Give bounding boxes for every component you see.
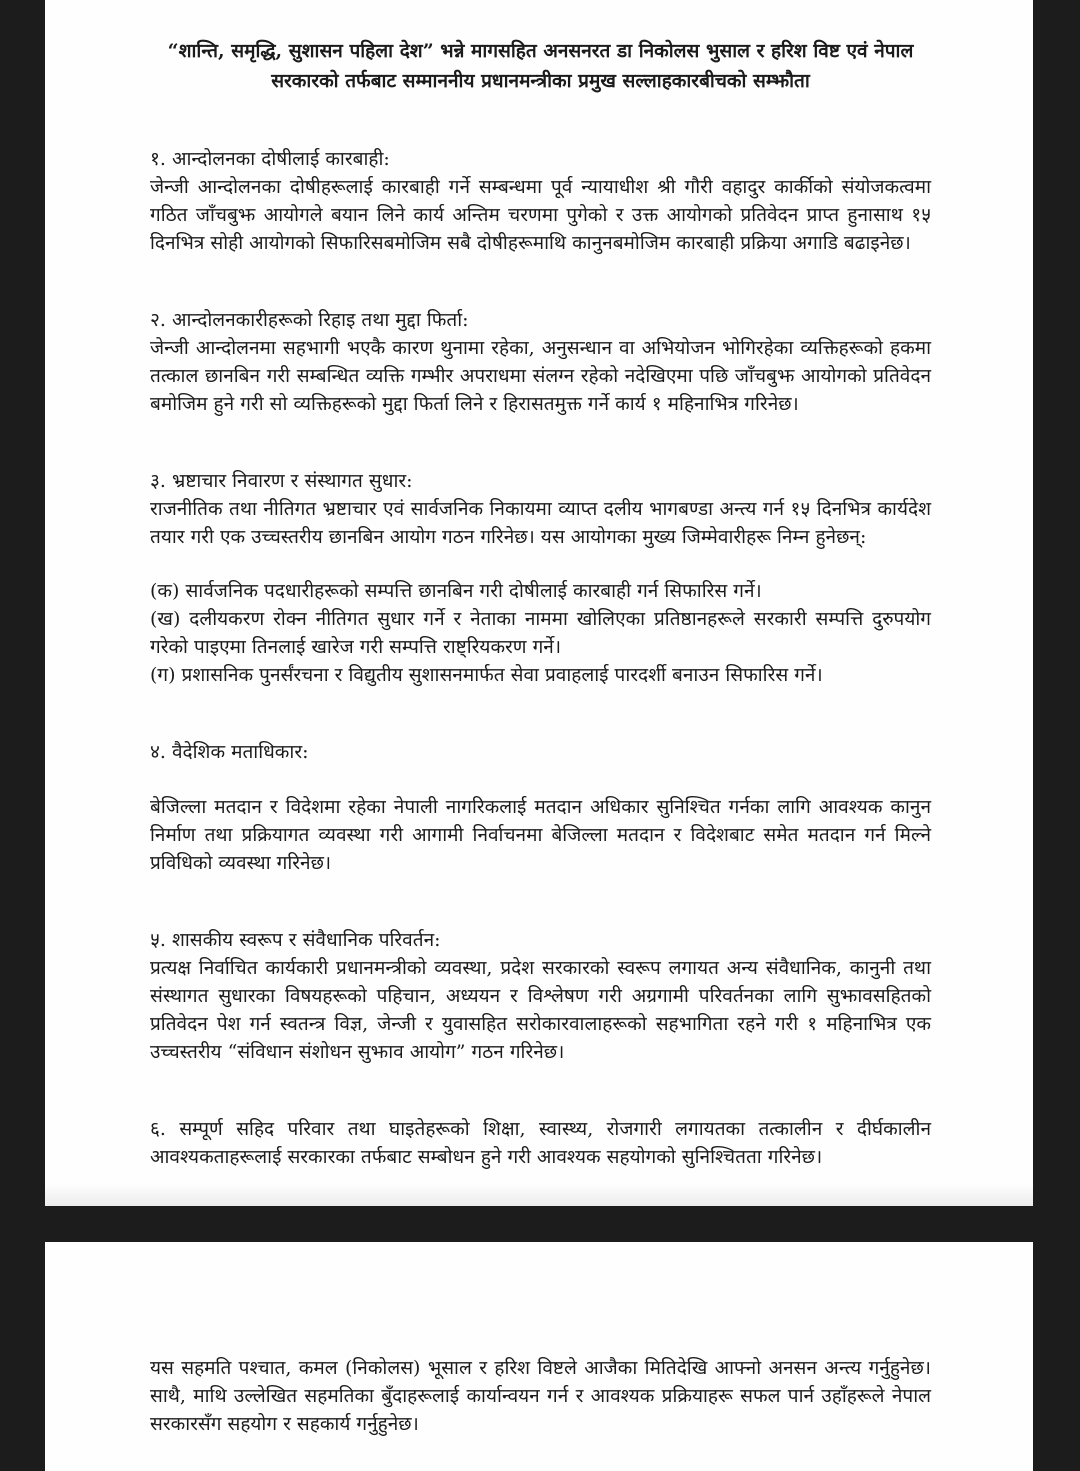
section-5-heading: ५. शासकीय स्वरूप र संवैधानिक परिवर्तन: <box>150 929 441 951</box>
section-3-heading: ३. भ्रष्टाचार निवारण र संस्थागत सुधार: <box>150 470 413 492</box>
section-6 <box>150 1115 931 1171</box>
section-2-body: जेन्जी आन्दोलनमा सहभागी भएकै कारण थुनामा रहेका, अनुसन्धान वा अभियोजन भोगिरहेका व्यक्तिहरूको हकमा तत्काल छानबिन गरी सम्बन्धित व्यक्ति गम्भीर अपराधमा संलग्न रहेको नदेखिएमा पछि जाँचबुझ आयोगको प्रतिवेदन बमोजिम हुने गरी सो व्यक्तिहरूको मुद्दा फिर्ता लिने र हिरासतमुक्त गर्ने कार्य १ महिनाभित्र गरिनेछ। <box>150 337 931 415</box>
section-5-body: प्रत्यक्ष निर्वाचित कार्यकारी प्रधानमन्त्रीको व्यवस्था, प्रदेश सरकारको स्वरूप लगायत अन्य संवैधानिक, कानुनी तथा संस्थागत सुधारका विषयहरूको पहिचान, अध्ययन र विश्लेषण गरी अग्रगामी परिवर्तनका लागि सुझावसहितको प्रतिवेदन पेश गर्न स्वतन्त्र विज्ञ, जेन्जी र युवासहित सरोकारवालाहरूको सहभागिता रहने गरी १ महिनाभित्र एक उच्चस्तरीय “संविधान संशोधन सुझाव आयोग” गठन गरिनेछ। <box>150 957 931 1063</box>
document-title-line-2: सरकारको तर्फबाट सम्माननीय प्रधानमन्त्रीका प्रमुख सल्लाहकारबीचको सम्झौता <box>271 70 810 92</box>
section-1 <box>150 145 931 257</box>
section-3-item-kha: (ख) दलीयकरण रोक्न नीतिगत सुधार गर्ने र नेताका नाममा खोलिएका प्रतिष्ठानहरूले सरकारी सम्पत्ति दुरुपयोग गरेको पाइएमा तिनलाई खारेज गरी सम्पत्ति राष्ट्रियकरण गर्ने। <box>150 608 931 658</box>
section-3-sublist <box>150 577 931 689</box>
document-page-2 <box>45 1242 1033 1471</box>
closing-paragraph: यस सहमति पश्चात, कमल (निकोलस) भूसाल र हरिश विष्टले आजैका मितिदेखि आफ्नो अनसन अन्त्य गर्नुहुनेछ। साथै, माथि उल्लेखित सहमतिका बुँदाहरूलाई कार्यान्वयन गर्न र आवश्यक प्रक्रियाहरू सफल पार्न उहाँहरूले नेपाल सरकारसँग सहयोग र सहकार्य गर्नुहुनेछ। <box>150 1357 931 1435</box>
section-4-body: बेजिल्ला मतदान र विदेशमा रहेका नेपाली नागरिकलाई मतदान अधिकार सुनिश्चित गर्नका लागि आवश्यक कानुन निर्माण तथा प्रक्रियागत व्यवस्था गरी आगामी निर्वाचनमा बेजिल्ला मतदान र विदेशबाट समेत मतदान गर्न मिल्ने प्रविधिको व्यवस्था गरिनेछ। <box>150 796 931 874</box>
section-4 <box>150 738 931 877</box>
section-3-body: राजनीतिक तथा नीतिगत भ्रष्टाचार एवं सार्वजनिक निकायमा व्याप्त दलीय भागबण्डा अन्त्य गर्न १५ दिनभित्र कार्यदेश तयार गरी एक उच्चस्तरीय छानबिन आयोग गठन गरिनेछ। यस आयोगका मुख्य जिम्मेवारीहरू निम्न हुनेछन्: <box>150 498 931 548</box>
section-2 <box>150 306 931 418</box>
section-6-body: ६. सम्पूर्ण सहिद परिवार तथा घाइतेहरूको शिक्षा, स्वास्थ्य, रोजगारी लगायतका तत्कालीन र दीर्घकालीन आवश्यकताहरूलाई सरकारका तर्फबाट सम्बोधन हुने गरी आवश्यक सहयोगको सुनिश्चितता गरिनेछ। <box>150 1118 931 1168</box>
section-1-body: जेन्जी आन्दोलनका दोषीहरूलाई कारबाही गर्ने सम्बन्धमा पूर्व न्यायाधीश श्री गौरी वहादुर कार्कीको संयोजकत्वमा गठित जाँचबुझ आयोगले बयान लिने कार्य अन्तिम चरणमा पुगेको र उक्त आयोगको प्रतिवेदन प्राप्त हुनासाथ १५ दिनभित्र सोही आयोगको सिफारिसबमोजिम सबै दोषीहरूमाथि कानुनबमोजिम कारबाही प्रक्रिया अगाडि बढाइनेछ। <box>150 176 931 254</box>
document-page-1 <box>45 0 1033 1206</box>
section-3 <box>150 467 931 689</box>
document-title <box>150 36 931 96</box>
document-title-line-1: “शान्ति, समृद्धि, सुशासन पहिला देश” भन्ने मागसहित अनसनरत डा निकोलस भुसाल र हरिश विष्ट एवं नेपाल <box>167 40 914 62</box>
section-1-heading: १. आन्दोलनका दोषीलाई कारबाही: <box>150 148 390 170</box>
section-5 <box>150 926 931 1066</box>
section-3-item-ka: (क) सार्वजनिक पदधारीहरूको सम्पत्ति छानबिन गरी दोषीलाई कारबाही गर्न सिफारिस गर्ने। <box>150 580 762 602</box>
section-4-heading: ४. वैदेशिक मताधिकार: <box>150 741 309 763</box>
section-3-item-ga: (ग) प्रशासनिक पुनर्संरचना र विद्युतीय सुशासनमार्फत सेवा प्रवाहलाई पारदर्शी बनाउन सिफारिस गर्ने। <box>150 664 823 686</box>
section-2-heading: २. आन्दोलनकारीहरूको रिहाइ तथा मुद्दा फिर्ता: <box>150 309 469 331</box>
